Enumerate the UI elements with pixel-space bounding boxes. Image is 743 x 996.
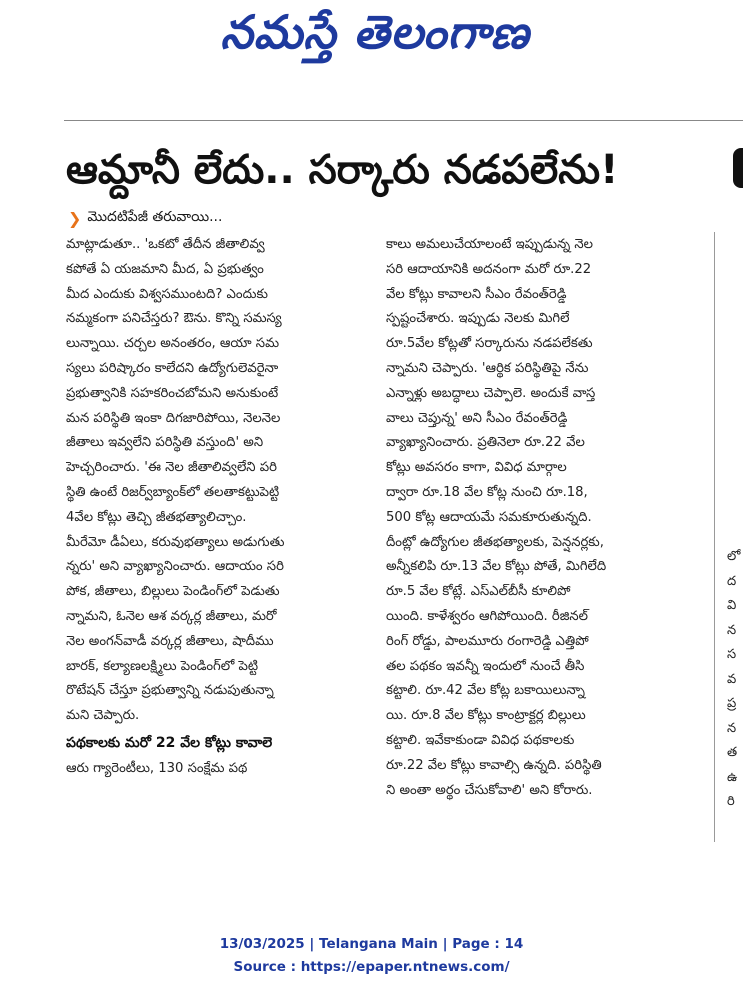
- text-line: న: [727, 720, 737, 736]
- article-column-1: [66, 233, 366, 782]
- text-line: స్పష్టంచేశారు. ఇప్పుడు నెలకు మిగిలే: [386, 311, 570, 327]
- text-line: 500 కోట్ల ఆదాయమే సమకూరుతున్నది.: [386, 509, 592, 525]
- text-line: వ్యాఖ్యానించారు. ప్రతినెలా రూ.22 వేల: [386, 435, 585, 451]
- text-line: పోక, జీతాలు, బిల్లులు పెండింగ్‌లో పెడుతు: [66, 584, 280, 600]
- text-line: న్నామని చెప్పారు. 'ఆర్థిక పరిస్థితిపై నేను: [386, 360, 589, 376]
- text-line: ఎన్నాళ్లు అబద్ధాలు చెప్పాలె. అందుకే వాస్త: [386, 385, 596, 401]
- text-line: రొటేషన్ చేస్తూ ప్రభుత్వాన్ని నడుపుతున్నా: [66, 683, 274, 699]
- text-line: మీరేమో డీఏలు, కరువుభత్యాలు అడుగుతు: [66, 534, 285, 550]
- text-line: తల పథకం ఇవన్నీ ఇందులో నుంచే తీసి: [386, 658, 585, 674]
- text-line: ద: [727, 573, 737, 589]
- text-line: కట్టాలి. రూ.42 వేల కోట్ల బకాయిలున్నా: [386, 683, 585, 699]
- text-line: రూ.5 వేల కోట్లే. ఎస్‌ఎల్‌బీసీ కూలిపో: [386, 584, 571, 600]
- text-line: ని అంతా అర్థం చేసుకోవాలి' అని కోరారు.: [386, 782, 593, 798]
- article-column-2: [386, 233, 686, 803]
- text-line: కపోతే ఏ యజమాని మీద, ఏ ప్రభుత్వం: [66, 261, 264, 277]
- text-line: వాలు చెప్తున్న' అని సీఎం రేవంత్‌రెడ్డి: [386, 410, 568, 426]
- text-line: ద్వారా రూ.18 వేల కోట్ల నుంచి రూ.18,: [386, 484, 588, 500]
- text-line: దీంట్లో ఉద్యోగుల జీతభత్యాలకు, పెన్షనర్లకు,: [386, 534, 604, 550]
- text-line: రూ.22 వేల కోట్లు కావాల్సి ఉన్నది. పరిస్థితి: [386, 757, 602, 773]
- text-line: వి: [727, 598, 737, 613]
- text-line: హెచ్చరించారు. 'ఈ నెల జీతాలివ్వలేని పరి: [66, 460, 277, 476]
- text-line: ప్రభుత్వానికి సహకరించబోమని అనుకుంటే: [66, 385, 279, 401]
- text-line: సరి ఆదాయానికి అదనంగా మరో రూ.22: [386, 261, 592, 277]
- chevron-right-icon: ❯: [68, 208, 82, 228]
- text-line: రింగ్ రోడ్డు, పాలమూరు రంగారెడ్డి ఎత్తిపో: [386, 633, 589, 649]
- text-line: అన్నీకలిపి రూ.13 వేల కోట్లు పోతే, మిగిలేది: [386, 559, 607, 575]
- text-line: లో: [727, 549, 741, 564]
- text-line: యింది. కాళేశ్వరం ఆగిపోయింది. రీజినల్: [386, 608, 588, 624]
- text-line: 4వేల కోట్లు తెచ్చి జీతభత్యాలిచ్చాం.: [66, 509, 247, 525]
- article-subhead: పథకాలకు మరో 22 వేల కోట్లు కావాలె: [66, 734, 273, 751]
- text-line: త: [727, 745, 738, 760]
- text-line: న్నామని, ఓనెల ఆశ వర్కర్ల జీతాలు, మరో: [66, 608, 277, 624]
- text-line: ఆరు గ్యారెంటీలు, 130 సంక్షేమ పథ: [66, 760, 248, 776]
- text-line: స్యలు పరిష్కారం కాలేదని ఉద్యోగులెవరైనా: [66, 360, 279, 376]
- masthead-rule: [64, 120, 743, 121]
- kicker-label: మొదటిపేజీ తరువాయి...: [87, 208, 223, 225]
- text-line: న: [727, 622, 737, 638]
- text-line: రి: [727, 794, 735, 809]
- text-line: కట్టాలి. ఇవేకాకుండా వివిధ పథకాలకు: [386, 732, 575, 748]
- text-line: వేల కోట్లు కావాలని సీఎం రేవంత్‌రెడ్డి: [386, 286, 567, 302]
- headline: ఆమ్దానీ లేదు.. సర్కారు నడపలేను!: [66, 147, 619, 193]
- footer-source: Source : https://epaper.ntnews.com/: [233, 959, 510, 975]
- text-line: ప్ర: [727, 696, 737, 711]
- text-line: కాలు అమలుచేయాలంటే ఇప్పుడున్న నెల: [386, 237, 594, 252]
- column-1-continuation: [66, 757, 366, 782]
- masthead-title: నమస్తే తెలంగాణ: [220, 5, 530, 59]
- text-line: మని చెప్పారు.: [66, 708, 140, 724]
- adjacent-headline-fragment: [733, 148, 743, 188]
- footer-date-page: 13/03/2025 | Telangana Main | Page : 14: [219, 936, 524, 952]
- text-line: కోట్లు అవసరం కాగా, వివిధ మార్గాల: [386, 460, 567, 476]
- text-line: మీద ఎందుకు విశ్వసముంటది? ఎందుకు: [66, 286, 268, 302]
- text-line: ఉ: [727, 769, 738, 785]
- text-line: వ: [727, 671, 737, 687]
- text-line: మాట్లాడుతూ.. 'ఒకటో తేదీన జీతాలివ్వ: [66, 237, 265, 252]
- adjacent-article-edge: [727, 545, 743, 835]
- text-line: నెల అంగన్‌వాడీ వర్కర్ల జీతాలు, షాదీము: [66, 633, 274, 649]
- text-line: రూ.5వేల కోట్లతో సర్కారును నడపలేకతు: [386, 336, 593, 352]
- text-line: జీతాలు ఇవ్వలేని పరిస్థితి వస్తుంది' అని: [66, 435, 264, 451]
- column-2-body: [386, 233, 686, 803]
- column-1-body: [66, 233, 366, 729]
- text-line: న్నరు' అని వ్యాఖ్యానించారు. ఆదాయం సరి: [66, 559, 284, 575]
- text-line: స: [727, 647, 737, 662]
- column-divider: [714, 232, 715, 842]
- text-line: స్థితి ఉంటే రిజర్వ్‌బ్యాంక్‌లో తలతాకట్టుపెట్టి: [66, 484, 280, 500]
- text-line: బారక్, కల్యాణలక్ష్మిలు పెండింగ్‌లో పెట్టి: [66, 658, 259, 674]
- text-line: యి. రూ.8 వేల కోట్లు కాంట్రాక్టర్ల బిల్లులు: [386, 708, 586, 724]
- text-line: నమ్మకంగా పనిచేస్తరు? ఔను. కొన్ని సమస్య: [66, 311, 282, 327]
- text-line: మన పరిస్థితి ఇంకా దిగజారిపోయి, నెలనెల: [66, 410, 281, 426]
- continuation-kicker: [68, 208, 222, 228]
- text-line: లున్నాయి. చర్చల అనంతరం, ఆయా సమ: [66, 336, 280, 352]
